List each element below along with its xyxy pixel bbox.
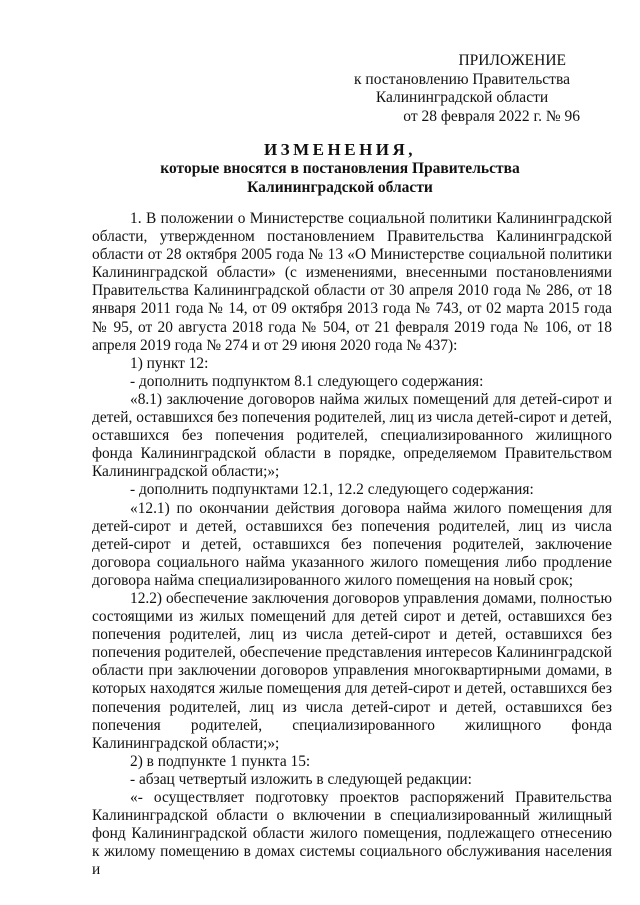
paragraph-subpoint-8-1: «8.1) заключение договоров найма жилых помещений для детей-сирот и детей, оставшихся без попечения родителей, лиц из числа детей-сирот и детей, оставшихся без попечения родителей, специализированного жилищного фонда Калининградской области в порядке, определяемом Правительством Калининградской области;»;	[92, 390, 612, 481]
paragraph-point-15: 2) в подпункте 1 пункта 15:	[130, 752, 311, 770]
paragraph-add-8-1: - дополнить подпунктом 8.1 следующего содержания:	[130, 372, 484, 390]
document-body	[92, 210, 612, 879]
paragraph-fourth-abzac: - абзац четвертый изложить в следующей редакции:	[130, 770, 472, 788]
document-title	[90, 140, 590, 197]
title-main: ИЗМЕНЕНИЯ,	[263, 140, 417, 159]
appendix-label: ПРИЛОЖЕНИЕ	[458, 52, 566, 69]
document-header	[332, 52, 592, 126]
paragraph-subpoint-12-1: «12.1) по окончании действия договора найма жилого помещения для детей-сирот и детей, оставшихся без попечения родителей, лиц из числа детей-сирот и детей, оставшихся без попечения родителей, заключение договора социального найма указанного жилого помещения либо продление договора найма специализированного жилого помещения на новый срок;	[92, 499, 612, 589]
title-subtitle-line-2: Калининградской области	[247, 178, 433, 196]
paragraph-point-12: 1) пункт 12:	[130, 354, 209, 372]
paragraph-subpoint-12-2: 12.2) обеспечение заключения договоров управления домами, полностью состоящими из жилых помещений для детей сирот и детей, оставшихся без попечения родителей, лиц из числа детей-сирот и детей, оставшихся без попечения родителей, обеспечение представления интересов Калининградской области при заключении договоров управления многоквартирными домами, в которых находятся жилые помещения для детей-сирот и детей, оставшихся без попечения родителей, лиц из числа детей-сирот и детей, оставшихся без попечения родителей, специализированного жилищного фонда Калининградской области;»;	[92, 589, 612, 752]
resolution-reference: к постановлению Правительства	[354, 70, 570, 88]
resolution-date-number: от 28 февраля 2022 г. № 96	[403, 107, 580, 125]
paragraph-add-12-1-12-2: - дополнить подпунктами 12.1, 12.2 следующего содержания:	[130, 481, 534, 499]
paragraph-item-1: 1. В положении о Министерстве социальной политики Калининградской области, утвержденном постановлением Правительства Калининградской области от 28 октября 2005 года № 13 «О Министерстве социальной политики Калининградской области» (с изменениями, внесенными постановлениями Правительства Калининградской области от 30 апреля 2010 года № 286, от 18 января 2011 года № 14, от 09 октября 2013 года № 743, от 02 марта 2015 года № 95, от 20 августа 2018 года № 504, от 21 февраля 2019 года № 106, от 18 апреля 2019 года № 274 и от 29 июня 2020 года № 437):	[92, 210, 612, 354]
region-name: Калининградской области	[375, 89, 549, 106]
paragraph-new-wording: «- осуществляет подготовку проектов распоряжений Правительства Калининградской области о включении в специализированный жилищный фонд Калининградской области жилого помещения, подлежащего отнесению к жилому помещению в домах системы социального обслуживания населения и	[92, 789, 612, 879]
title-subtitle-line-1: которые вносятся в постановления Правительства	[160, 160, 520, 177]
